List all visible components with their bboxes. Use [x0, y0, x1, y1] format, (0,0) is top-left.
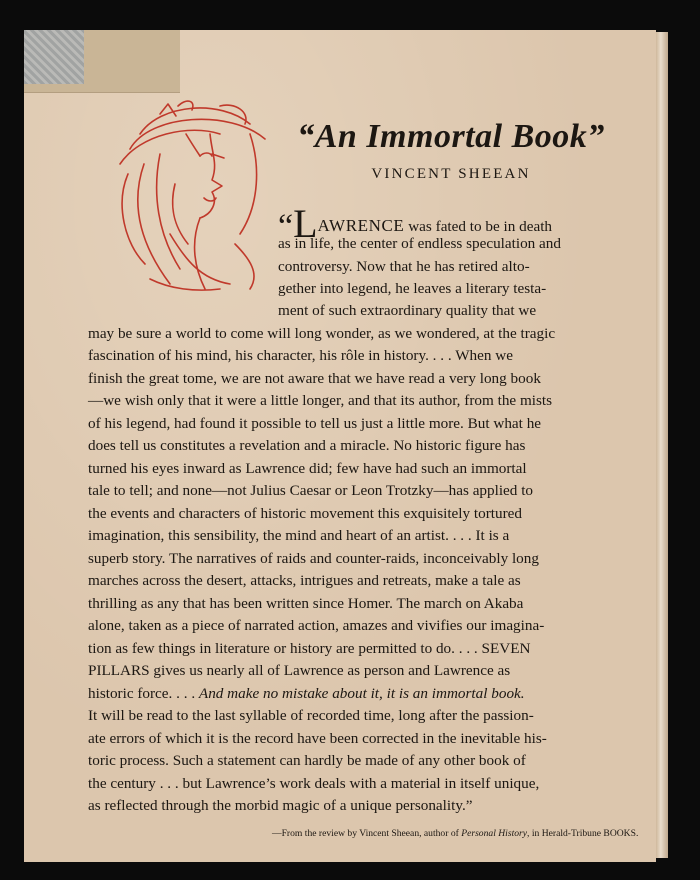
- quote-line: It will be read to the last syllable of recorded time, long after the passion-: [88, 707, 534, 724]
- quote-line: superb story. The narratives of raids and counter-raids, inconceivably long: [88, 550, 539, 567]
- quote-line: thrilling as any that has been written since Homer. The march on Akaba: [88, 595, 524, 612]
- review-credit: [272, 828, 638, 839]
- credit-suffix: , in Herald-Tribune BOOKS.: [527, 828, 639, 839]
- credit-prefix: —From the review by Vincent Sheean, author of: [272, 828, 462, 839]
- quote-line: turned his eyes inward as Lawrence did; few have had such an immortal: [88, 460, 527, 477]
- quote-line: marches across the desert, attacks, intrigues and retreats, make a tale as: [88, 572, 521, 589]
- quote-italic-text: And make no mistake about it, it is an immortal book.: [198, 685, 525, 702]
- open-quote-mark: “: [278, 208, 294, 245]
- quote-line: fascination of his mind, his character, his rôle in history. . . . When we: [88, 347, 513, 364]
- quote-line: tale to tell; and none—not Julius Caesar or Leon Trotzky—has applied to: [88, 482, 534, 499]
- quote-line: the events and characters of historic movement this exquisitely tortured: [88, 505, 522, 522]
- quote-line: may be sure a world to come will long wonder, as we wondered, at the tragic: [88, 325, 556, 342]
- quote-line: —we wish only that it were a little longer, and that its author, from the mists: [88, 392, 553, 409]
- quote-line: the century . . . but Lawrence’s work deals with a material in itself unique,: [88, 775, 540, 792]
- quote-line: as in life, the center of endless speculation and: [278, 235, 561, 252]
- credit-book-title: Personal History: [461, 828, 528, 839]
- quote-line: toric process. Such a statement can hardly be made of any other book of: [88, 752, 526, 769]
- quote-line: PILLARS gives us nearly all of Lawrence as person and Lawrence as: [88, 662, 511, 679]
- lead-caps: AWRENCE: [317, 216, 405, 235]
- quote-line: as reflected through the morbid magic of a unique personality.”: [88, 797, 473, 814]
- quote-line: does tell us constitutes a revelation and a miracle. No historic figure has: [88, 437, 526, 454]
- quote-line: controversy. Now that he has retired alto-: [278, 258, 530, 275]
- lead-text: was fated to be in death: [404, 218, 553, 235]
- quote-line: tion as few things in literature or history are permitted to do. . . . SEVEN: [88, 640, 531, 657]
- page-title: “An Immortal Book”: [297, 118, 605, 155]
- quote-line: ment of such extraordinary quality that we: [278, 302, 537, 319]
- lawrence-portrait-sketch-icon: [100, 94, 290, 294]
- quote-line-emphasis: [88, 686, 525, 701]
- quote-line: gether into legend, he leaves a literary testa-: [278, 280, 547, 297]
- quote-line: of his legend, had found it possible to tell us just a little more. But what he: [88, 415, 542, 432]
- drop-cap: L: [293, 201, 318, 246]
- quote-line: alone, taken as a piece of narrated action, amazes and vivifies our imagina-: [88, 617, 545, 634]
- quote-line: imagination, this sensibility, the mind and heart of an artist. . . . It is a: [88, 527, 510, 544]
- quote-text: historic force. . . .: [88, 685, 199, 702]
- author-name: VINCENT SHEEAN: [371, 166, 531, 182]
- quote-line: finish the great tome, we are not aware that we have read a very long book: [88, 370, 541, 387]
- torn-paper-patch: [24, 30, 84, 84]
- jacket-edge: [656, 32, 668, 858]
- quote-line: ate errors of which it is the record have been corrected in the inevitable his-: [88, 730, 547, 747]
